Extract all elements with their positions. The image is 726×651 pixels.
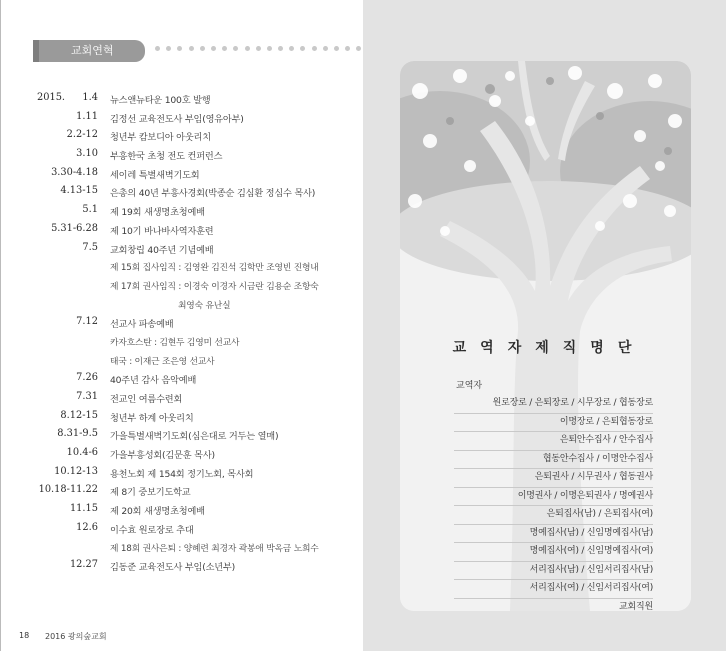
- event-date: 7.26: [76, 372, 98, 384]
- section-tab: [33, 40, 145, 62]
- role-entry: 협동안수집사 / 이명안수집사: [454, 451, 653, 470]
- roles-heading: 교역자: [456, 381, 483, 391]
- page-footer: [0, 625, 363, 651]
- event-text: 청년부 하계 아웃리치: [110, 412, 194, 424]
- timeline-row: [0, 335, 363, 354]
- role-entry: 이명권사 / 이명은퇴권사 / 명예권사: [454, 488, 653, 507]
- role-entry: 은퇴안수집사 / 안수집사: [454, 432, 653, 451]
- timeline-row: [0, 298, 363, 317]
- section-label: 교회연혁: [71, 44, 114, 57]
- timeline-row: [0, 92, 363, 111]
- timeline-row: [0, 354, 363, 373]
- role-entry: 원로장로 / 은퇴장로 / 시무장로 / 협동장로: [454, 395, 653, 414]
- timeline-row: [0, 410, 363, 429]
- event-date: 7.12: [76, 316, 98, 328]
- title-character: 자: [507, 340, 522, 356]
- timeline-row: [0, 148, 363, 167]
- divider-dot: [312, 46, 317, 51]
- event-date: 7.5: [82, 241, 98, 253]
- title-character: 단: [617, 340, 632, 356]
- divider-dot: [177, 46, 182, 51]
- footer-text: 2016 광의숲교회: [45, 632, 107, 641]
- dot-divider: [155, 46, 373, 51]
- title-character: 제: [535, 340, 549, 356]
- event-text: 부흥한국 초청 전도 컨퍼런스: [110, 151, 223, 163]
- timeline-row: [0, 185, 363, 204]
- timeline-row: [0, 223, 363, 242]
- role-entry: 은퇴권사 / 시무권사 / 협동권사: [454, 469, 653, 488]
- timeline-row: [0, 428, 363, 447]
- role-entry: 서리집사(남) / 신임서리집사(남): [454, 562, 653, 581]
- timeline-row: [0, 391, 363, 410]
- divider-dot: [166, 46, 171, 51]
- event-detail: 제 18회 권사은퇴 : 양혜련 최경자 곽봉애 박옥금 노희수: [110, 543, 319, 554]
- timeline-row: [0, 242, 363, 261]
- event-text: 전교인 여름수련회: [110, 394, 183, 405]
- event-text: 뉴스앤뉴타운 100호 발행: [110, 95, 211, 106]
- divider-dot: [289, 46, 294, 51]
- timeline-year: 2015.: [37, 92, 66, 103]
- divider-dot: [256, 46, 261, 51]
- event-date: 5.31-6.28: [51, 222, 98, 234]
- timeline-row: [0, 111, 363, 130]
- timeline-row: [0, 279, 363, 298]
- event-date: 10.4-6: [66, 447, 98, 459]
- event-date: 1.4: [82, 92, 98, 103]
- event-date: 5.1: [82, 204, 98, 216]
- event-detail: 제 15회 집사임직 : 김영완 김진석 김학만 조영빈 진형내: [110, 263, 319, 274]
- event-date: 10.12-13: [54, 465, 98, 477]
- divider-dot: [267, 46, 272, 51]
- event-date: 7.31: [76, 391, 98, 402]
- timeline-row: [0, 559, 363, 578]
- title-character: 교: [452, 340, 467, 356]
- event-date: 12.27: [69, 559, 98, 571]
- timeline-row: [0, 522, 363, 541]
- page-number: 18: [19, 631, 30, 640]
- event-date: 12.6: [76, 521, 98, 533]
- timeline-row: [0, 129, 363, 148]
- event-text: 제 8기 중보기도학교: [110, 487, 191, 499]
- event-text: 청년부 캄보디아 아웃리치: [110, 132, 211, 144]
- event-detail: 태국 : 이재근 조은영 선교사: [110, 356, 215, 367]
- role-entry: 서리집사(여) / 신임서리집사(여): [454, 580, 653, 599]
- divider-dot: [300, 46, 305, 51]
- event-date: 1.11: [76, 110, 98, 122]
- event-text: 제 10기 바나바사역자훈련: [110, 225, 214, 237]
- event-text: 은총의 40년 부흥사경회(박종순 김심환 정심수 목사): [110, 188, 316, 200]
- role-entry: 은퇴집사(남) / 은퇴집사(여): [454, 506, 653, 525]
- timeline-row: [0, 503, 363, 522]
- event-text: 김동준 교육전도사 부임(소년부): [110, 562, 235, 574]
- event-text: 제 19회 새생명초청예배: [110, 207, 205, 219]
- divider-dot: [222, 46, 227, 51]
- divider-dot: [189, 46, 194, 51]
- timeline-row: [0, 372, 363, 391]
- event-text: 용천노회 제 154회 정기노회, 목사회: [110, 468, 254, 480]
- divider-dot: [155, 46, 160, 51]
- event-detail: 카자흐스탄 : 김현두 김영미 선교사: [110, 337, 240, 348]
- role-entry: 교회직원: [454, 599, 653, 612]
- event-date: 10.18-11.22: [38, 484, 98, 496]
- divider-dot: [233, 46, 238, 51]
- event-date: 8.31-9.5: [57, 428, 98, 440]
- role-list: [454, 395, 653, 611]
- event-date: 2.2-12: [66, 129, 98, 141]
- role-entry: 명예집사(남) / 신임명예집사(남): [454, 525, 653, 544]
- right-page: [363, 0, 726, 651]
- event-text: 이수효 원로장로 추대: [110, 524, 194, 536]
- title-character: 직: [562, 340, 577, 356]
- event-detail: 제 17회 권사임직 : 이경숙 이경자 시금란 김용순 조항숙: [110, 281, 319, 292]
- divider-dot: [323, 46, 328, 51]
- divider-dot: [200, 46, 205, 51]
- event-text: 40주년 감사 음악예배: [110, 375, 197, 387]
- staff-list-title: [452, 331, 632, 363]
- divider-dot: [356, 46, 361, 51]
- event-text: 교회창립 40주년 기념예배: [110, 244, 214, 256]
- event-text: 가을특별새벽기도회(심은대로 거두는 열매): [110, 431, 279, 443]
- title-character: 명: [590, 340, 604, 356]
- divider-dot: [245, 46, 250, 51]
- timeline-row: [0, 447, 363, 466]
- staff-card: [400, 61, 691, 611]
- event-text: 제 20회 새생명초청예배: [110, 506, 205, 518]
- timeline-row: [0, 204, 363, 223]
- timeline-row: [0, 260, 363, 279]
- event-text: 세이레 특별새벽기도회: [110, 169, 200, 181]
- event-text: 선교사 파송예배: [110, 319, 174, 331]
- divider-dot: [334, 46, 339, 51]
- divider-dot: [211, 46, 216, 51]
- divider-dot: [345, 46, 350, 51]
- event-date: 3.30-4.18: [51, 166, 98, 178]
- timeline-row: [0, 484, 363, 503]
- event-date: 4.13-15: [60, 185, 98, 197]
- timeline: [0, 92, 363, 578]
- title-character: 역: [480, 340, 494, 356]
- timeline-row: [0, 541, 363, 560]
- event-detail: 최영숙 유난실: [178, 300, 231, 311]
- event-date: 8.12-15: [60, 409, 98, 421]
- divider-dot: [278, 46, 283, 51]
- event-date: 11.15: [69, 503, 98, 515]
- timeline-row: [0, 167, 363, 186]
- role-entry: 명예집사(여) / 신임명예집사(여): [454, 543, 653, 562]
- event-text: 김정선 교육전도사 부임(영유아부): [110, 113, 244, 125]
- staff-roles: [454, 378, 653, 611]
- event-date: 3.10: [76, 148, 98, 160]
- role-entry: 이명장로 / 은퇴협동장로: [454, 414, 653, 433]
- timeline-row: [0, 466, 363, 485]
- event-text: 가을부흥성회(김문훈 목사): [110, 450, 215, 462]
- timeline-row: [0, 316, 363, 335]
